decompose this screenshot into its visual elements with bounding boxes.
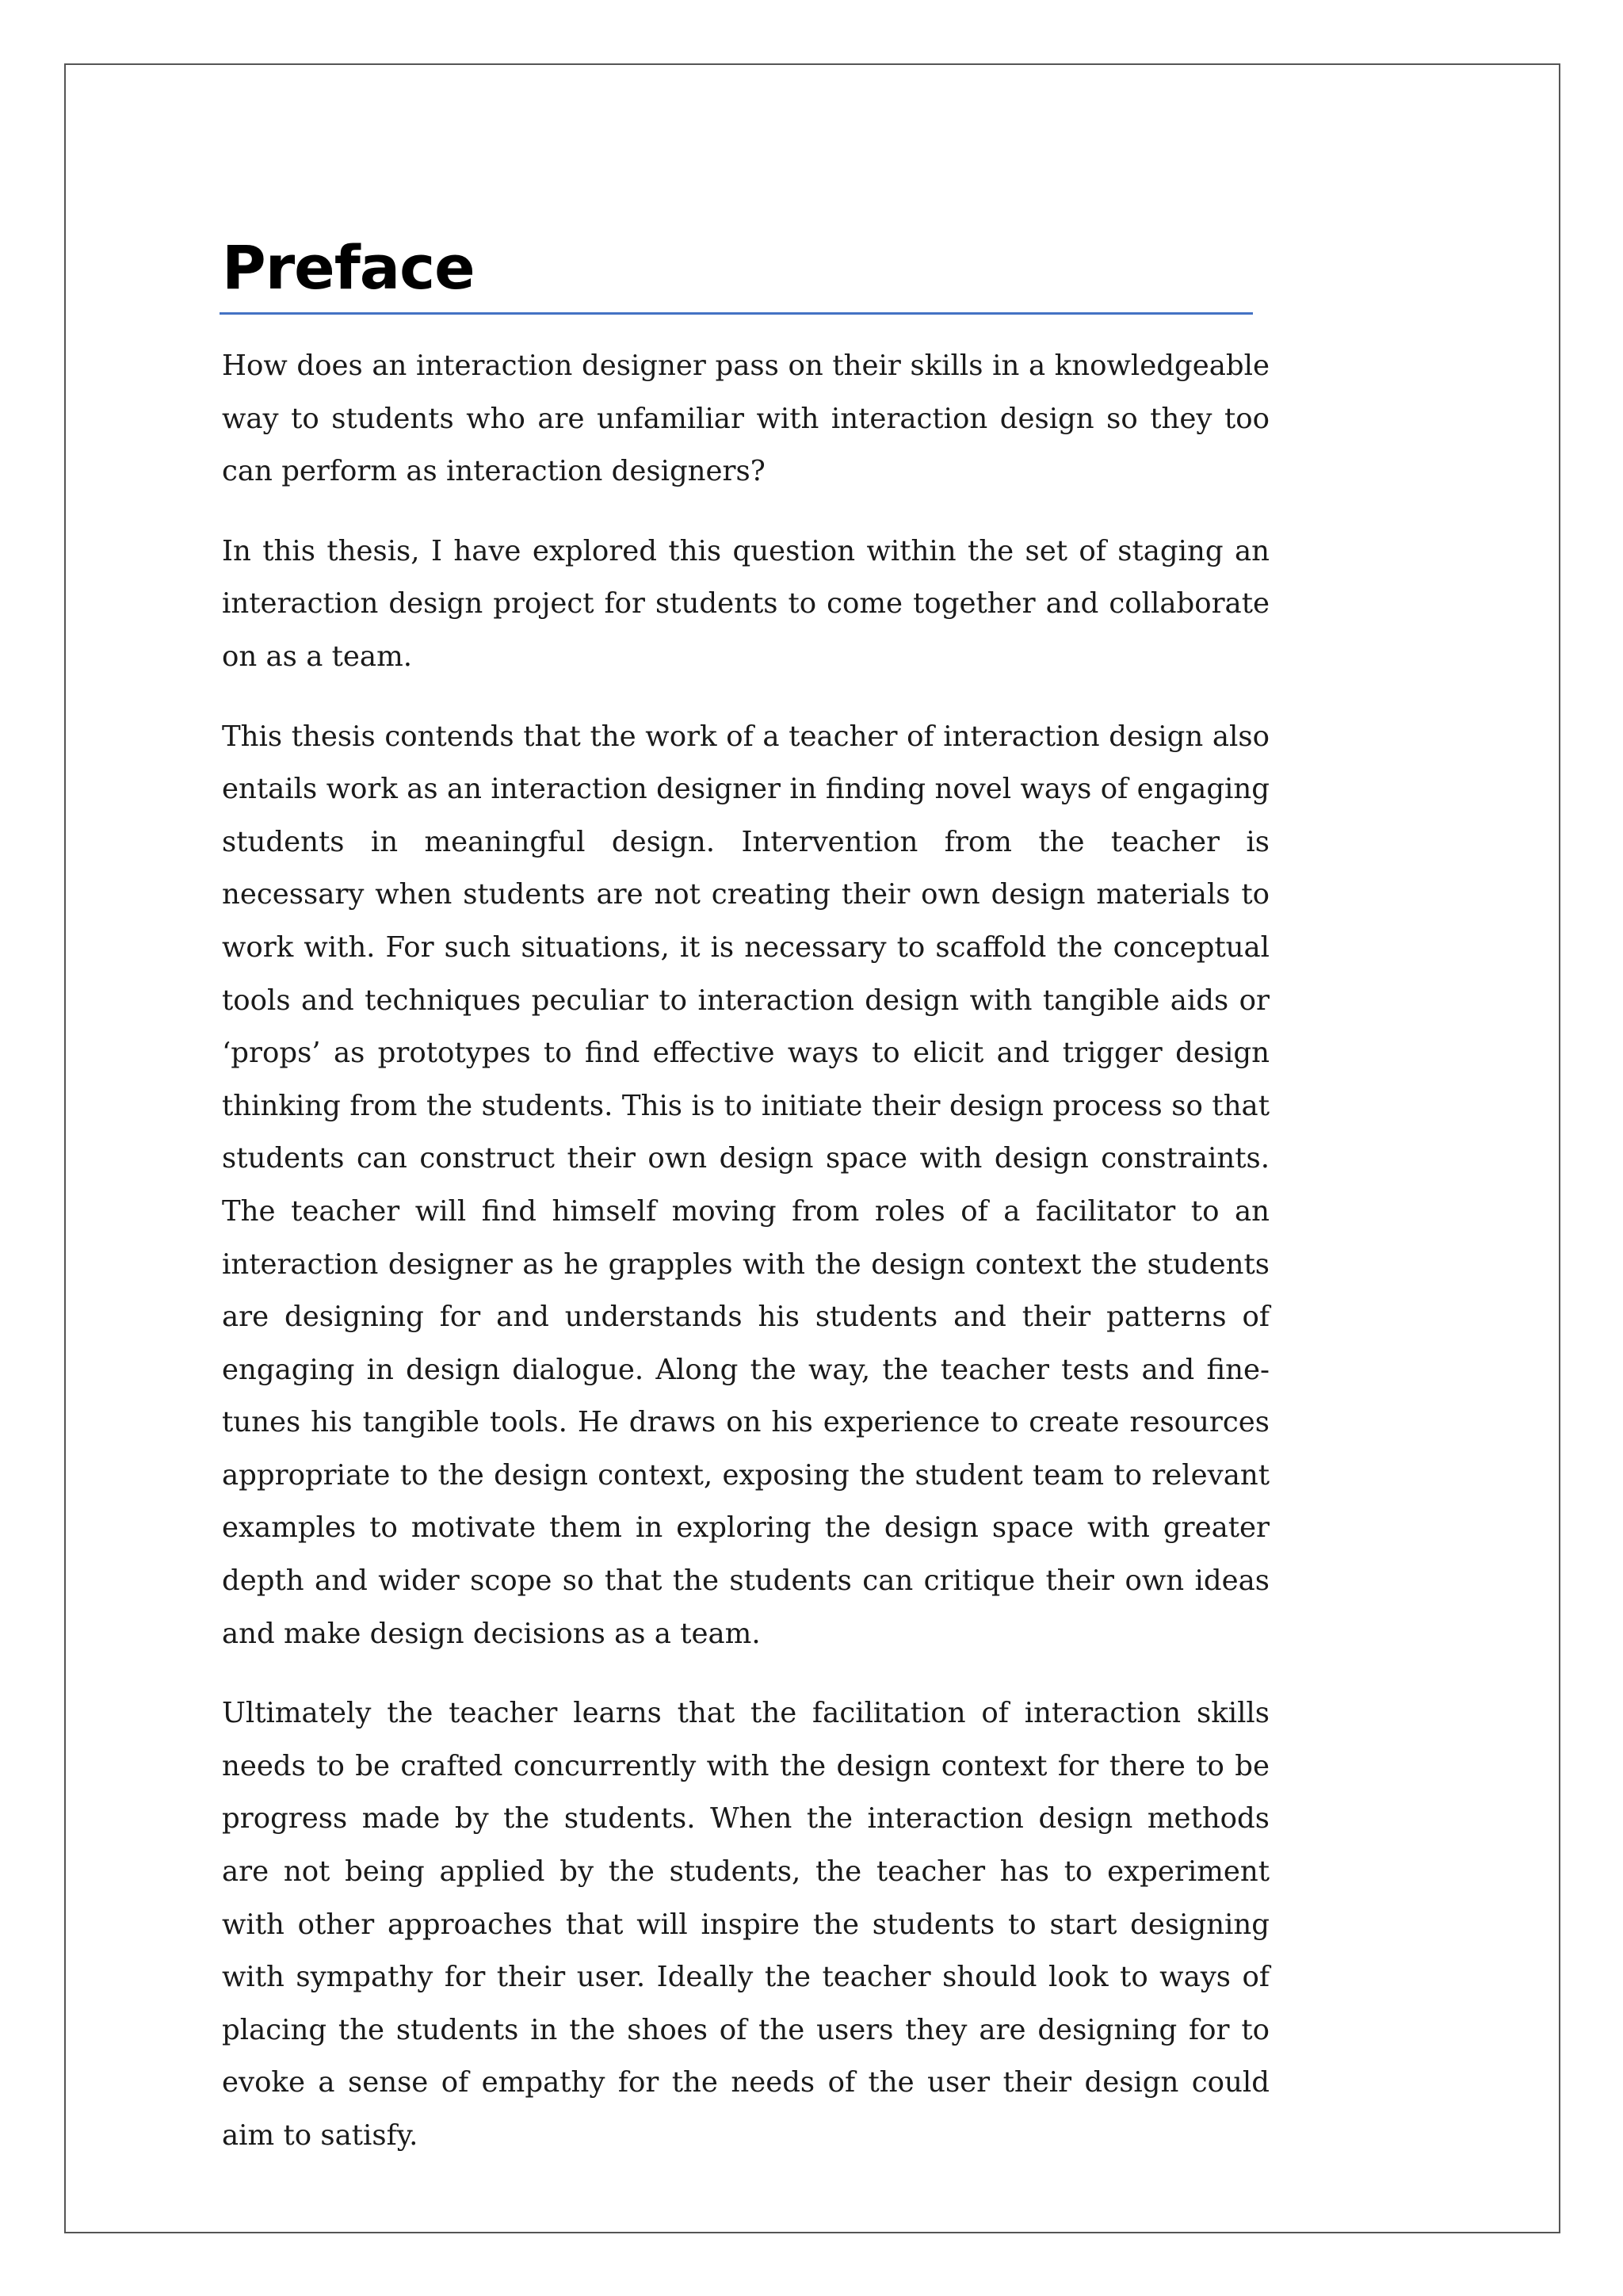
paragraph: Ultimately the teacher learns that the facilitation of interaction skills needs to be crafted concurrently with the design context for there to be progress made by the students. When the interaction design methods are not being applied by the students, the teacher has to experiment with other approaches that will inspire the students to start designing with sympathy for their user. Ideally the teacher should look to ways of placing the students in the shoes of the users they are designing for to evoke a sense of empathy for the needs of the user their design could aim to satisfy. [222, 1697, 1270, 2152]
paragraph: In this thesis, I have explored this question within the set of staging an interaction design project for students to come together and collaborate on as a team. [222, 534, 1270, 673]
page-title: Preface [222, 232, 475, 303]
paragraph: This thesis contends that the work of a teacher of interaction design also entails work as an interaction designer in finding novel ways of engaging students in meaningful design. Intervention from the teacher is necessary when students are not creating their own design materials to work with. For such situations, it is necessary to scaffold the conceptual tools and techniques peculiar to interaction design with tangible aids or ‘props’ as prototypes to find effective ways to elicit and trigger design thinking from the students. This is to initiate their design process so that students can construct their own design space with design constraints. The teacher will find himself moving from roles of a facilitator to an interaction designer as he grapples with the design context the students are designing for and understands his students and their patterns of engaging in design dialogue. Along the way, the teacher tests and fine-tunes his tangible tools. He draws on his experience to create resources appropriate to the design context, exposing the student team to relevant examples to motivate them in exploring the design space with greater depth and wider scope so that the students can critique their own ideas and make design decisions as a team. [222, 720, 1270, 1650]
page-content [222, 232, 1270, 2190]
title-underline [220, 312, 1253, 315]
paragraph: How does an interaction designer pass on their skills in a knowledgeable way to students who are unfamiliar with interaction design so they too can perform as interaction designers? [222, 350, 1270, 488]
